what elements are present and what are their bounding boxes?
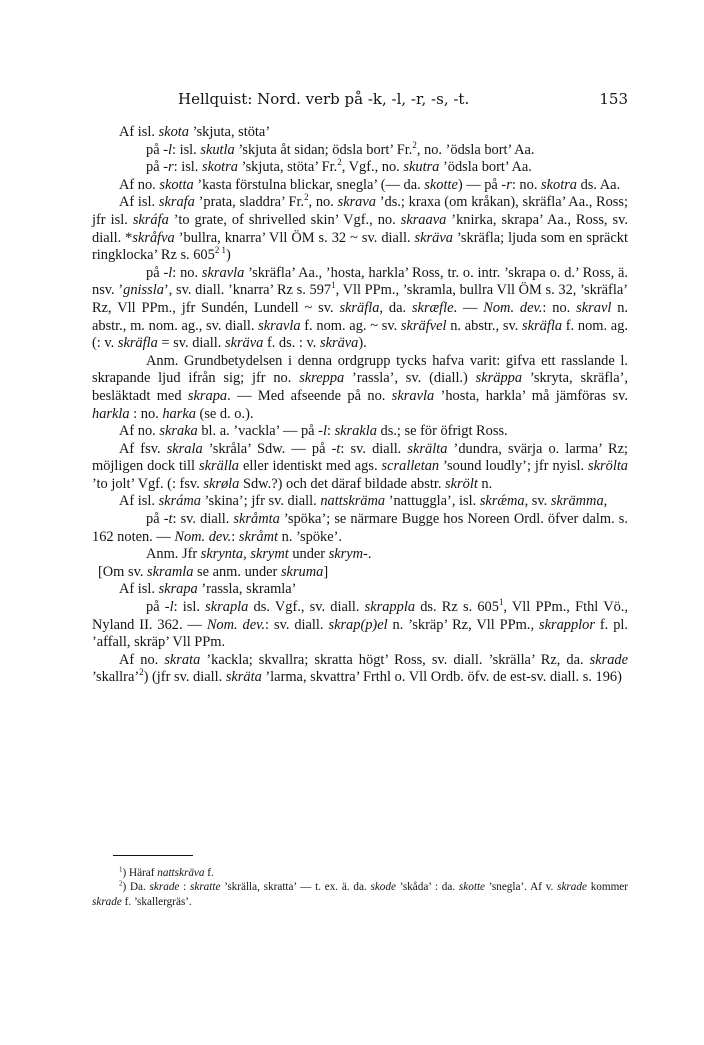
paragraph: Af isl. skrafa ’prata, sladdra’ Fr.$^2$, no. skrava ’ds.; kraxa (om kråkan), skräfla’ Aa., Ross; jfr isl. skráfa ’to grate, of shrivelled skin’ Vgf., no. skraava ’knirka, skrapa’ Aa., Ross, sv. diall. *skråfva ’bullra, knarra’ Vll ÖM s. 32 ~ sv. diall. skräva ’skräfla; ljuda som en spräckt ringklocka’ Rz s. $605^{2 1}$) xyxy=(92,192,629,264)
paragraph: Af isl. skota ’skjuta, stöta’ xyxy=(119,124,271,140)
page-number: 153 xyxy=(599,90,628,108)
paragraph: på -l: no. skravla ’skräfla’ Aa., ’hosta, harkla’ Ross, tr. o. intr. ’skrapa o. d.’ Ross, ä. nsv. ’gnissla’, sv. diall. ’knarra’ Rz s. $597^1$, Vll PPm., ’skramla, bullra Vll ÖM s. 32, ’skräfla’ Rz, Vll PPm., jfr Sundén, Lundell ~ sv. skräfla, da. skræfle. — Nom. dev.: no. skravl n. abstr., m. nom. ag., sv. diall. skravla f. nom. ag. ~ sv. skräfvel n. abstr., sv. skräfla f. nom. ag. (: v. skräfla = sv. diall. skräva f. ds. : v. skräva). xyxy=(92,264,628,352)
paragraph: Af fsv. skrala ’skråla’ Sdw. — på -t: sv. diall. skrälta ’dundra, svärja o. larma’ Rz; möjligen dock till skrälla eller identiskt med ags. scralletan ’sound loudly’; jfr nyisl. skrölta ’to jolt’ Vgf. (: fsv. skrøla Sdw.?) och det däraf bildade abstr. skrölt n. xyxy=(92,440,629,492)
paragraph: Af no. skotta ’kasta förstulna blickar, snegla’ (— da. skotte) — på -r: no. skotra ds. Aa. xyxy=(119,176,621,193)
paragraph: Af no. skraka bl. a. ’vackla’ — på -l: skrakla ds.; se för öfrigt Ross. xyxy=(119,423,508,440)
page-header xyxy=(92,89,628,109)
footnotes xyxy=(92,866,628,909)
paragraph: på -l: isl. skutla ’skjuta åt sidan; ödsla bort’ Fr.$^2$, no. ’ödsla bort’ Aa. xyxy=(146,139,535,158)
paragraph: Anm. Jfr skrynta, skrymt under skrym-. xyxy=(146,546,372,563)
paragraph: Af isl. skráma ’skina’; jfr sv. diall. nattskräma ’nattuggla’, isl. skrǽma, sv. skrämma, xyxy=(119,493,608,510)
paragraph: på -r: isl. skotra ’skjuta, stöta’ Fr.$^2$, Vgf., no. skutra ’ödsla bort’ Aa. xyxy=(146,157,532,176)
paragraph: Af no. skrata ’kackla; skvallra; skratta högt’ Ross, sv. diall. ’skrälla’ Rz, da. skrade ’skallra’$^2$) (jfr sv. diall. skräta ’larma, skvattra’ Frthl o. Vll Ordb. öfv. de est-sv. diall. s. 196) xyxy=(92,651,629,686)
paragraph: Af isl. skrapa ’rassla, skramla’ xyxy=(119,581,297,598)
body-text xyxy=(92,124,628,687)
footnote-rule xyxy=(113,855,193,856)
running-title: Hellquist: Nord. verb på -k, -l, -r, -s, -t. xyxy=(178,90,470,108)
paragraph: på -l: isl. skrapla ds. Vgf., sv. diall. skrappla ds. Rz s. $605^1$, Vll PPm., Fthl Vö., Nyland II. 362. — Nom. dev.: sv. diall. skrap(p)el n. ’skräp’ Rz, Vll PPm., skrapplor f. pl. ’affall, skräp’ Vll PPm. xyxy=(92,597,628,651)
footnote: $^1$) Häraf nattskräva f. xyxy=(119,865,214,879)
paragraph: Anm. Grundbetydelsen i denna ordgrupp tycks hafva varit: gifva ett rasslande l. skrapande ljud ifrån sig; jfr no. skreppa ’rassla’, sv. (diall.) skräppa ’skryta, skräfla’, besläktadt med skrapa. — Med afseende på no. skravla ’hosta, harkla’ må jämföras sv. harkla : no. harka (se d. o.). xyxy=(92,352,628,422)
paragraph: [Om sv. skramla se anm. under skruma] xyxy=(98,563,329,580)
paragraph: på -t: sv. diall. skråmta ’spöka’; se närmare Bugge hos Noreen Ordl. öfver dalm. s. 162 noten. — Nom. dev.: skråmt n. ’spöke’. xyxy=(92,511,629,545)
footnote: $^2$) Da. skrade : skratte ’skrälla, skratta’ — t. ex. ä. da. skode ’skåda’ : da. skotte ’snegla’. Af v. skrade kommer skrade f. ’skallergräs’. xyxy=(92,879,628,908)
